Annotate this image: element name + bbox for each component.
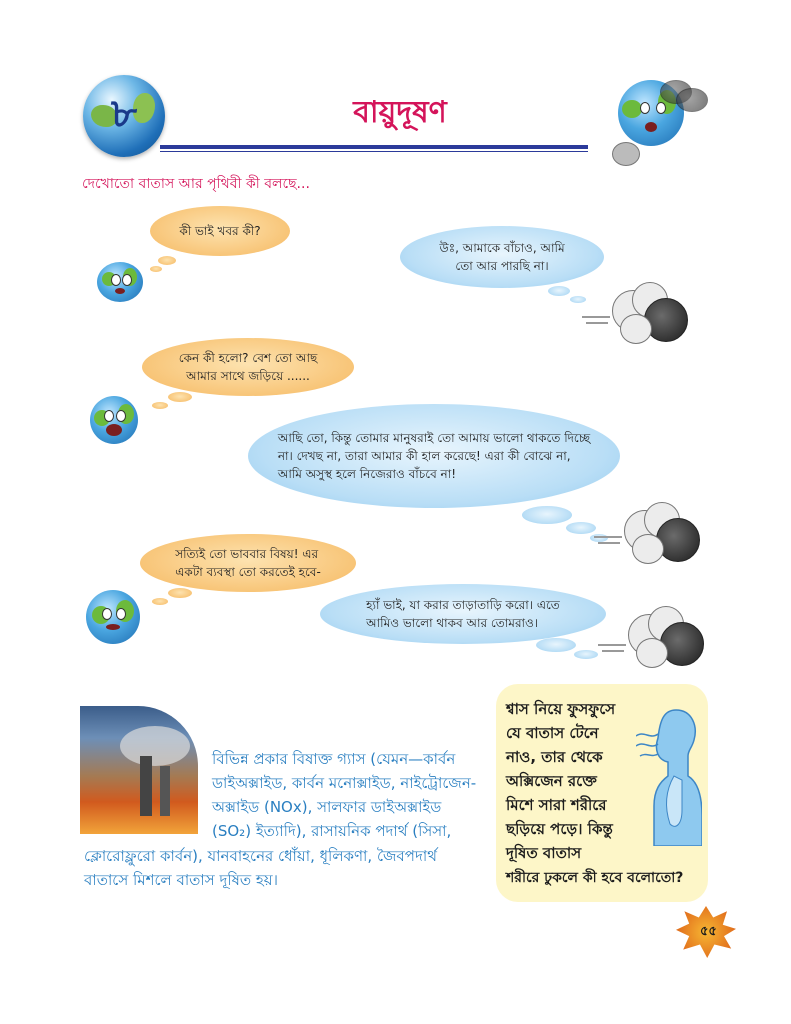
speech-bubble-air-3 <box>320 584 606 644</box>
bubble-text: উঃ, আমাকে বাঁচাও, আমি <box>439 241 565 255</box>
speech-bubble-earth-2 <box>142 338 354 396</box>
pollution-text-line: বাতাসে মিশলে বাতাস দূষিত হয়। <box>84 871 278 889</box>
bubble-text: আমি অসুস্থ হলে নিজেরাও বাঁচবে না! <box>277 467 457 481</box>
page-number: ৫৫ <box>700 924 717 939</box>
air-cloud-character-icon <box>600 280 700 350</box>
pollution-text-line: অক্সাইড (NOx), সালফার ডাইঅক্সাইড <box>212 798 442 816</box>
earth-character-icon <box>90 396 138 444</box>
pollution-text-line: ক্লোরোফ্লুরো কার্বন), যানবাহনের ধোঁয়া, ধূলিকণা, জৈবপদার্থ <box>84 847 437 865</box>
bubble-text: একটা ব্যবস্থা তো করতেই হবে- <box>175 565 321 579</box>
bubble-text: সত্যিই তো ভাববার বিষয়! এর <box>175 547 319 561</box>
speech-bubble-air-1 <box>400 226 604 288</box>
smog-cloud-icon <box>598 80 708 170</box>
bubble-text: কেন কী হলো? বেশ তো আছ <box>178 351 318 365</box>
title-rule-thin <box>160 151 588 152</box>
intro-text: দেখোতো বাতাস আর পৃথিবী কী বলছে... <box>82 176 310 192</box>
pollution-text-line: ডাইঅক্সাইড, কার্বন মনোক্সাইড, নাইট্রোজেন- <box>212 774 477 792</box>
info-line: ছড়িয়ে পড়ে। কিন্তু <box>506 820 613 838</box>
speech-bubble-air-2 <box>248 404 620 508</box>
bubble-text: কী ভাই খবর কী? <box>179 224 261 238</box>
bubble-text: তো আর পারছি না। <box>455 259 549 273</box>
title-rule <box>160 145 588 149</box>
info-line: অক্সিজেন রক্তে <box>506 772 597 790</box>
bubble-text: আমিও ভালো থাকব আর তোমরাও। <box>366 616 539 630</box>
lungs-info-box <box>496 684 708 902</box>
info-line: শ্বাস নিয়ে ফুসফুসে <box>506 700 616 718</box>
chapter-globe-icon <box>83 75 165 157</box>
info-line: নাও, তার থেকে <box>506 748 603 766</box>
breathing-person-icon <box>636 706 702 846</box>
bubble-text: না। দেখছ না, তারা আমার কী হাল করেছে! এরা কী বোঝে না, <box>277 449 571 463</box>
info-line: দূষিত বাতাস <box>506 844 582 862</box>
pollution-photo <box>80 706 198 834</box>
page-title: বায়ুদূষণ <box>353 95 447 130</box>
bubble-text: হ্যাঁ ভাই, যা করার তাড়াতাড়ি করো। এতে <box>366 598 560 612</box>
bubble-text: আমার সাথে জড়িয়ে ...... <box>186 369 310 383</box>
air-cloud-character-icon <box>612 500 712 570</box>
speech-bubble-earth-1 <box>150 206 290 256</box>
pollution-text-line: (SO₂) ইত্যাদি), রাসায়নিক পদার্থ (সিসা, <box>212 822 452 840</box>
bubble-text: আছি তো, কিন্তু তোমার মানুষরাই তো আমায় ভালো থাকতে দিচ্ছে <box>277 431 591 445</box>
chapter-number: ৮ <box>111 91 137 137</box>
pollution-text-line: বিভিন্ন প্রকার বিষাক্ত গ্যাস (যেমন—কার্বন <box>212 750 456 768</box>
earth-character-icon <box>86 590 140 644</box>
speech-bubble-earth-3 <box>140 534 356 592</box>
air-cloud-character-icon <box>616 604 716 674</box>
info-line: মিশে সারা শরীরে <box>506 796 607 814</box>
info-line: শরীরে ঢুকলে কী হবে বলোতো? <box>506 870 684 886</box>
earth-character-icon <box>97 262 143 302</box>
info-line: যে বাতাস টেনে <box>506 724 599 742</box>
